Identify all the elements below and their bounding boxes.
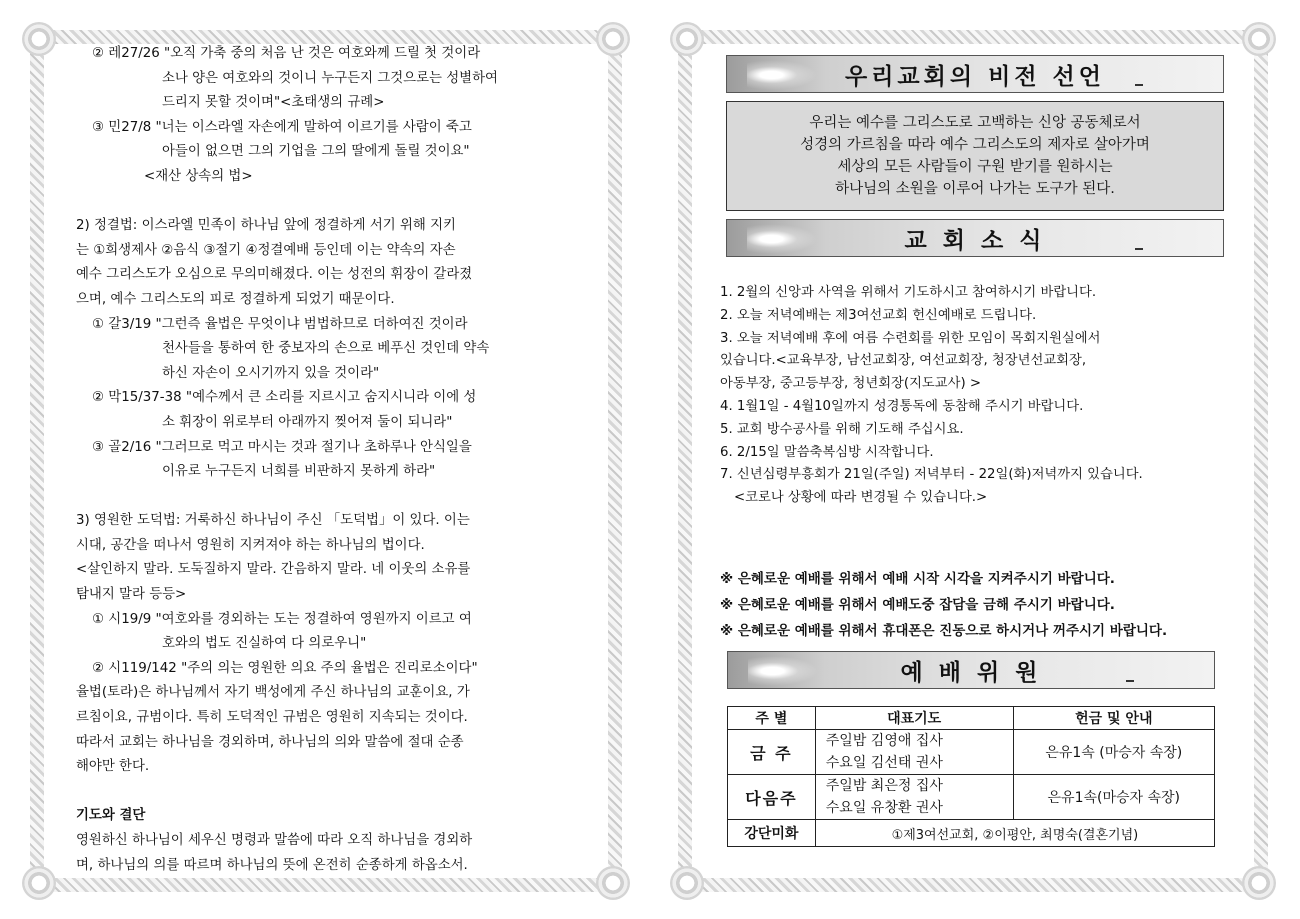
body-line: 3) 영원한 도덕법: 거룩하신 하나님이 주신 「도덕법」이 있다. 이는 bbox=[76, 513, 470, 529]
body-line: 르침이요, 규범이다. 특히 도덕적인 규범은 영원히 지속되는 것이다. bbox=[76, 710, 468, 726]
banner-dash bbox=[1135, 84, 1143, 86]
news-item: 7. 신년심령부흥회가 21일(주일) 저녁부터 - 22일(화)저녁까지 있습니다. bbox=[720, 467, 1143, 483]
snowflake-corner-icon bbox=[596, 22, 630, 56]
worship-committee-table bbox=[727, 706, 1215, 847]
snowflake-corner-icon bbox=[670, 866, 704, 900]
news-banner bbox=[726, 219, 1224, 257]
body-line: 으며, 예수 그리스도의 피로 정결하게 되었기 때문이다. bbox=[76, 291, 395, 307]
body-line: 2) 정결법: 이스라엘 민족이 하나님 앞에 정결하게 서기 위해 지키 bbox=[76, 218, 456, 234]
body-line: ① 갈3/19 "그런즉 율법은 무엇이냐 범법하므로 더하여진 것이라 bbox=[92, 316, 468, 332]
banner-dash bbox=[1135, 248, 1143, 250]
offering-cell: 은유1속(마승자 속장) bbox=[1013, 775, 1214, 820]
vision-line: 하나님의 소원을 이루어 나가는 도구가 된다. bbox=[835, 181, 1115, 197]
body-line: 탐내지 말라 등등> bbox=[76, 587, 187, 603]
body-line: 예수 그리스도가 오심으로 무의미해졌다. 이는 성전의 휘장이 갈라졌 bbox=[76, 267, 473, 283]
notice-item: ※ 은혜로운 예배를 위해서 예배 시작 시각을 지켜주시기 바랍니다. bbox=[720, 571, 1115, 587]
prayer-cell bbox=[815, 730, 1013, 775]
body-line: 호와의 법도 진실하여 다 의로우니" bbox=[162, 636, 367, 652]
snowflake-corner-icon bbox=[670, 22, 704, 56]
flower-value-cell: ①제3여선교회, ②이평안, 최명숙(결혼기념) bbox=[815, 820, 1214, 847]
body-line: ② 막15/37-38 "예수께서 큰 소리를 지르시고 숨지시니라 이에 성 bbox=[92, 390, 477, 406]
week-cell: 금 주 bbox=[728, 730, 816, 775]
body-line: 따라서 교회는 하나님을 경외하며, 하나님의 의와 말씀에 절대 순종 bbox=[76, 734, 464, 750]
table-row bbox=[728, 730, 1215, 775]
body-line: <재산 상속의 법> bbox=[144, 168, 253, 184]
body-line: 이유로 누구든지 너희를 비판하지 못하게 하라" bbox=[162, 464, 436, 480]
worship-banner bbox=[727, 651, 1215, 689]
news-item: 있습니다.<교육부장, 남선교회장, 여선교회장, 청장년선교회장, bbox=[720, 353, 1087, 369]
body-line: 천사들을 통하여 한 중보자의 손으로 베푸신 것인데 약속 bbox=[162, 341, 490, 357]
vision-line: 우리는 예수를 그리스도로 고백하는 신앙 공동체로서 bbox=[809, 115, 1141, 131]
body-line: ② 레27/26 "오직 가축 중의 처음 난 것은 여호와께 드릴 첫 것이라 bbox=[92, 46, 481, 61]
header-offering: 헌금 및 안내 bbox=[1013, 707, 1214, 730]
body-line: 아들이 없으면 그의 기업을 그의 딸에게 돌릴 것이요" bbox=[162, 144, 470, 160]
snowflake-corner-icon bbox=[22, 866, 56, 900]
body-line: 시대, 공간을 떠나서 영원히 지켜져야 하는 하나님의 법이다. bbox=[76, 537, 425, 553]
blank-line bbox=[76, 780, 574, 805]
body-line: 는 ①희생제사 ②음식 ③절기 ④정결예배 등인데 이는 약속의 자손 bbox=[76, 242, 456, 258]
prayer-line: 수요일 김선태 권사 bbox=[825, 755, 943, 771]
body-line: 해야만 한다. bbox=[76, 759, 150, 775]
flower-decoration-icon bbox=[747, 60, 817, 90]
notice-item: ※ 은혜로운 예배를 위해서 예배도중 잡담을 금해 주시기 바랍니다. bbox=[720, 597, 1115, 613]
table-row bbox=[728, 775, 1215, 820]
news-item: 6. 2/15일 말씀축복심방 시작합니다. bbox=[720, 444, 934, 460]
body-line: 하신 자손이 오시기까지 있을 것이라" bbox=[162, 365, 380, 381]
section-heading: 기도와 결단 bbox=[76, 808, 146, 824]
body-line: 율법(토라)은 하나님께서 자기 백성에게 주신 하나님의 교훈이요, 가 bbox=[76, 685, 470, 701]
vision-title: 우리교회의 비전 선언 bbox=[845, 63, 1105, 90]
body-line: 영원하신 하나님이 세우신 명령과 말씀에 따라 오직 하나님을 경외하 bbox=[76, 833, 473, 848]
news-item: 3. 오늘 저녁예배 후에 여름 수련회를 위한 모임이 목회지원실에서 bbox=[720, 330, 1101, 346]
snowflake-corner-icon bbox=[596, 866, 630, 900]
body-line: 며, 하나님의 의를 따르며 하나님의 뜻에 온전히 순종하게 하옵소서. bbox=[76, 857, 468, 873]
snowflake-corner-icon bbox=[1242, 866, 1276, 900]
news-title: 교 회 소 식 bbox=[904, 227, 1046, 254]
worship-title: 예 배 위 원 bbox=[900, 659, 1042, 686]
prayer-cell bbox=[815, 775, 1013, 820]
body-line: 소나 양은 여호와의 것이니 누구든지 그것으로는 성별하여 bbox=[162, 70, 498, 86]
news-item: 4. 1월1일 - 4월10일까지 성경통독에 동참해 주시기 바랍니다. bbox=[720, 398, 1084, 414]
body-line: ③ 민27/8 "너는 이스라엘 자손에게 말하여 이르기를 사람이 죽고 bbox=[92, 119, 472, 135]
flower-decoration-icon bbox=[748, 656, 818, 686]
table-row bbox=[728, 820, 1215, 847]
flower-label-cell: 강단미화 bbox=[728, 820, 816, 847]
snowflake-corner-icon bbox=[22, 22, 56, 56]
body-line: <살인하지 말라. 도둑질하지 말라. 간음하지 말라. 네 이웃의 소유를 bbox=[76, 562, 471, 578]
prayer-line: 수요일 유창환 권사 bbox=[825, 800, 943, 816]
prayer-line: 주일밤 김영애 집사 bbox=[825, 733, 943, 749]
prayer-line: 주일밤 최은정 집사 bbox=[825, 778, 943, 794]
snowflake-corner-icon bbox=[1242, 22, 1276, 56]
body-line: ③ 골2/16 "그러므로 먹고 마시는 것과 절기나 초하루나 안식일을 bbox=[92, 439, 472, 455]
news-item: 2. 오늘 저녁예배는 제3여선교회 헌신예배로 드립니다. bbox=[720, 307, 1037, 323]
worship-notices bbox=[720, 566, 1230, 644]
news-item: 1. 2월의 신앙과 사역을 위해서 기도하시고 참여하시기 바랍니다. bbox=[720, 285, 1097, 300]
news-item: 5. 교회 방수공사를 위해 기도해 주십시요. bbox=[720, 421, 964, 437]
notice-item: ※ 은혜로운 예배를 위해서 휴대폰은 진동으로 하시거나 꺼주시기 바랍니다. bbox=[720, 623, 1168, 639]
news-item: <코로나 상황에 따라 변경될 수 있습니다.> bbox=[734, 490, 988, 506]
blank-line bbox=[76, 190, 574, 215]
news-item: 아동부장, 중고등부장, 청년회장(지도교사) > bbox=[720, 376, 982, 392]
flower-decoration-icon bbox=[747, 224, 817, 254]
body-line: 소 휘장이 위로부터 아래까지 찢어져 둘이 되니라" bbox=[162, 414, 453, 430]
vision-line: 성경의 가르침을 따라 예수 그리스도의 제자로 살아가며 bbox=[800, 137, 1150, 153]
vision-banner bbox=[726, 55, 1224, 93]
church-news-list bbox=[720, 282, 1230, 510]
offering-cell: 은유1속 (마승자 속장) bbox=[1013, 730, 1214, 775]
vision-line: 세상의 모든 사람들이 구원 받기를 원하시는 bbox=[837, 159, 1113, 175]
body-line: ① 시19/9 "여호와를 경외하는 도는 정결하여 영원까지 이르고 여 bbox=[92, 611, 472, 627]
header-prayer: 대표기도 bbox=[815, 707, 1013, 730]
banner-dash bbox=[1126, 680, 1134, 682]
left-page-body bbox=[76, 42, 574, 878]
blank-line bbox=[76, 485, 574, 510]
body-line: 드리지 못할 것이며"<초태생의 규례> bbox=[162, 95, 385, 111]
header-week: 주 별 bbox=[728, 707, 816, 730]
vision-statement bbox=[726, 101, 1224, 211]
body-line: ② 시119/142 "주의 의는 영원한 의요 주의 율법은 진리로소이다" bbox=[92, 660, 478, 676]
week-cell: 다음주 bbox=[728, 775, 816, 820]
